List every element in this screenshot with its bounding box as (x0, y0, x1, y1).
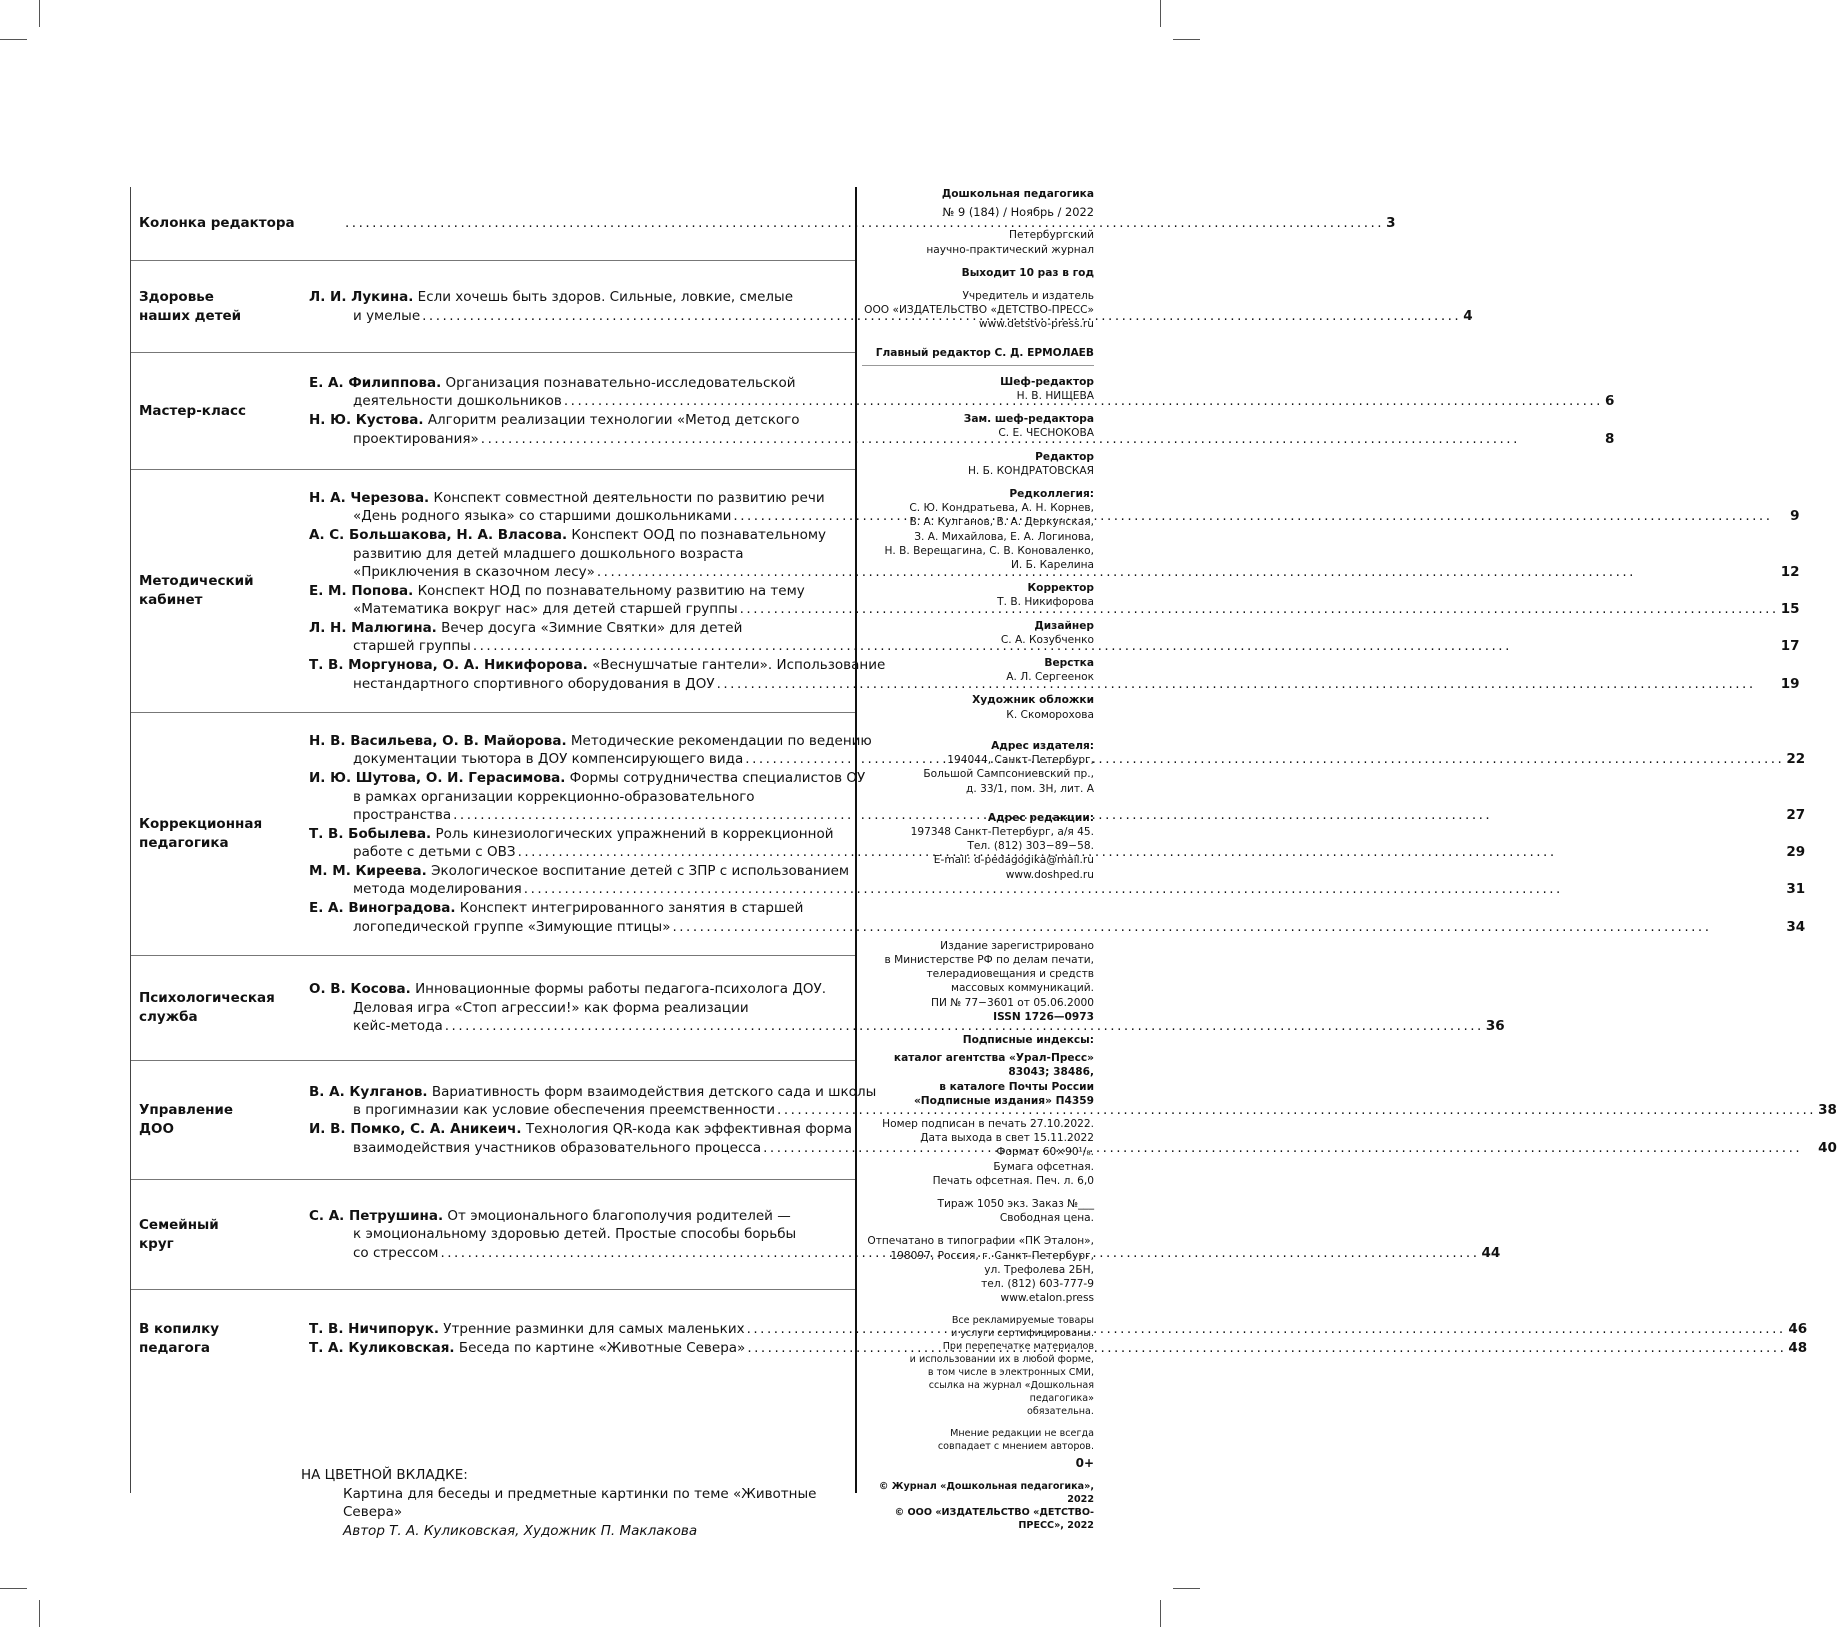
address-line: Большой Сампсониевский пр., (923, 768, 1094, 781)
staff-role: Дизайнер (1034, 619, 1094, 632)
staff-name: К. Скоморохова (1006, 708, 1094, 721)
dot-leader (524, 880, 1785, 899)
color-insert-credit: Автор Т. А. Куликовская, Художник П. Маклакова (343, 1522, 698, 1539)
founder-label: Учредитель и издатель (962, 290, 1094, 303)
article-title: Конспект НОД по познавательному развитию на тему (413, 582, 805, 599)
board-member-line: И. Б. Карелина (1011, 559, 1094, 572)
entry-middle-line: в рамках организации коррекционно-образовательного (353, 788, 755, 805)
article-title-cont: логопедической группе «Зимующие птицы» (353, 918, 671, 935)
staff-entry (862, 450, 1094, 478)
article-title: Инновационные формы работы педагога-психолога ДОУ. (410, 981, 827, 998)
staff-entry (862, 619, 1094, 647)
color-insert-line: Севера» (343, 1504, 403, 1521)
author-name: А. С. Большакова, Н. А. Власова. (309, 526, 568, 543)
toc-entry[interactable] (309, 214, 1395, 233)
dot-leader (597, 563, 1779, 582)
staff-entry (862, 375, 1094, 403)
copyright-line: © Журнал «Дошкольная педагогика», 2022 (878, 1480, 1094, 1505)
article-title-cont: старшей группы (353, 638, 471, 655)
section-title: Коррекционная педагогика (139, 816, 263, 851)
article-title: Вечер досуга «Зимние Святки» для детей (436, 619, 743, 636)
article-title: «Веснушчатые гантели». Использование (587, 657, 886, 674)
notice-line: Все рекламируемые товары (951, 1315, 1094, 1327)
author-name: М. М. Киреева. (309, 862, 427, 879)
printer-line: Отпечатано в типографии «ПК Эталон», (867, 1235, 1094, 1248)
crop-mark (1173, 39, 1200, 40)
copyright-line: © ООО «ИЗДАТЕЛЬСТВО «ДЕТСТВО-ПРЕСС», 2022 (894, 1506, 1094, 1531)
printer-line: тел. (812) 603-777-9 (981, 1277, 1094, 1290)
article-title: Методические рекомендации по ведению (566, 732, 872, 749)
section-title: Семейный круг (139, 1216, 219, 1252)
article-title-cont: взаимодействия участников образовательного процесса (353, 1139, 762, 1156)
page-number: 3 (1386, 215, 1396, 232)
address-line: Тел. (812) 303−89−58. (967, 840, 1094, 853)
dot-leader (518, 843, 1785, 862)
circulation (862, 1197, 1094, 1225)
article-title: Экологическое воспитание детей с ЗПР с использованием (426, 862, 850, 879)
printer-line: www.etalon.press (1000, 1292, 1094, 1305)
author-name: Е. А. Филиппова. (309, 374, 442, 391)
page-number: 4 (1463, 307, 1473, 324)
circulation-line: Свободная цена. (999, 1212, 1094, 1225)
staff-list (862, 375, 1094, 478)
author-name: Е. А. Виноградова. (309, 900, 456, 917)
article-title-cont: пространства (353, 807, 452, 824)
registration (862, 939, 1094, 1010)
article-title: Роль кинезиологических упражнений в коррекционной (431, 825, 834, 842)
article-title-cont: документации тьютора в ДОУ компенсирующего вида (353, 751, 744, 768)
board-member-line: Н. В. Верещагина, С. В. Коноваленко, (884, 544, 1094, 557)
publisher-address (862, 753, 1094, 796)
crop-mark (0, 1588, 27, 1589)
article-title-cont: кейс-метода (353, 1018, 443, 1035)
author-name: Т. В. Ничипорук. (309, 1321, 439, 1337)
crop-mark (1160, 1600, 1161, 1627)
author-name: О. В. Косова. (309, 981, 411, 998)
staff-role: Верстка (1044, 657, 1094, 670)
board-member-line: З. А. Михайлова, Е. А. Логинова, (914, 530, 1094, 543)
issue-number: № 9 (184) / Ноябрь / 2022 (942, 205, 1094, 220)
notice-line: и услуги сертифицированы. (950, 1328, 1094, 1340)
section-title: Мастер-класс (139, 402, 246, 419)
section-title: Психологическая служба (139, 990, 275, 1025)
subscription-line: каталог агентства «Урал-Пресс» (893, 1052, 1094, 1065)
editorial-address (862, 825, 1094, 882)
staff-entry (862, 581, 1094, 609)
author-name: С. А. Петрушина. (309, 1207, 444, 1224)
author-name: И. Ю. Шутова, О. И. Герасимова. (309, 769, 566, 786)
staff-role: Шеф-редактор (1000, 375, 1094, 388)
imprint-column (862, 187, 1094, 1532)
article-title-cont: нестандартного спортивного оборудования в ДОУ (353, 675, 715, 692)
registration-line: массовых коммуникаций. (950, 982, 1094, 995)
page-number: 36 (1485, 1018, 1505, 1035)
opinion-disclaimer (862, 1427, 1094, 1453)
page-number: 17 (1780, 638, 1800, 655)
notice-line: При перепечатке материалов (942, 1341, 1094, 1353)
printer-line: 198097, Россия, г. Санкт-Петербург, (890, 1249, 1094, 1262)
author-name: Т. В. Моргунова, О. А. Никифорова. (309, 657, 588, 674)
article-title-cont: в прогимназии как условие обеспечения преемственности (353, 1102, 776, 1119)
page-number: 9 (1790, 508, 1800, 525)
print-info-line: Печать офсетная. Печ. л. 6,0 (932, 1174, 1094, 1187)
article-title: Вариативность форм взаимодействия детского сада и школы (427, 1083, 877, 1100)
author-name: Т. А. Куликовская. (309, 1339, 455, 1356)
editorial-board (862, 501, 1094, 572)
staff-name: Н. Б. КОНДРАТОВСКАЯ (967, 464, 1094, 477)
address-line: 194044, Санкт-Петербург, (947, 754, 1094, 767)
editorial-address-label: Адрес редакции: (987, 811, 1094, 824)
article-title-cont: со стрессом (353, 1244, 439, 1261)
crop-mark (39, 1600, 40, 1627)
color-insert-heading: НА ЦВЕТНОЙ ВКЛАДКЕ: (301, 1467, 468, 1483)
section-title: В копилку педагога (139, 1321, 220, 1356)
author-name: В. А. Кулганов. (309, 1083, 428, 1100)
address-line: 197348 Санкт-Петербург, а/я 45. (910, 825, 1094, 838)
article-title: Если хочешь быть здоров. Сильные, ловкие, смелые (413, 288, 794, 305)
author-name: Н. Ю. Кустова. (309, 412, 424, 428)
staff-name: Н. В. НИЩЕВА (1016, 390, 1094, 403)
article-title: Утренние разминки для самых маленьких (439, 1321, 745, 1337)
subscription-line: в каталоге Почты России (939, 1080, 1094, 1093)
address-line: E-mail: d-pedagogika@mail.ru (933, 854, 1094, 867)
notice-line: обязательна. (1026, 1406, 1094, 1418)
staff-entry (862, 656, 1094, 684)
crop-mark (39, 0, 40, 27)
print-info-line: Дата выхода в свет 15.11.2022 (920, 1132, 1094, 1145)
section-title: Методический кабинет (139, 573, 254, 608)
page-number: 44 (1481, 1244, 1501, 1261)
article-title: Алгоритм реализации технологии «Метод детского (423, 412, 800, 428)
article-title: Беседа по картине «Животные Севера» (454, 1339, 746, 1356)
staff-entry (862, 412, 1094, 440)
entry-middle-line: к эмоциональному здоровью детей. Простые способы борьбы (353, 1226, 797, 1243)
subscription-indexes (862, 1051, 1094, 1108)
crop-mark (1160, 0, 1161, 27)
address-line: д. 33/1, пом. 3Н, лит. А (966, 782, 1094, 795)
section-entries (309, 214, 1405, 233)
page-number: 40 (1818, 1139, 1837, 1156)
issn: ISSN 1726—0973 (993, 1010, 1094, 1023)
journal-desc: научно-практический журнал (926, 243, 1094, 256)
author-name: Н. В. Васильева, О. В. Майорова. (309, 732, 567, 749)
dot-leader (453, 806, 1784, 825)
print-info (862, 1117, 1094, 1188)
staff-role: Редактор (1035, 450, 1094, 463)
opinion-line: совпадает с мнением авторов. (937, 1441, 1094, 1453)
section-title: Здоровье наших детей (139, 288, 242, 324)
author-name: Е. М. Попова. (309, 582, 414, 599)
staff-name: С. А. Козубченко (1000, 633, 1094, 646)
article-title-cont: работе с детьми с ОВЗ (353, 844, 516, 861)
page-number: 27 (1786, 807, 1806, 824)
page-number: 6 (1604, 393, 1615, 410)
article-title: Формы сотрудничества специалистов ОУ (565, 769, 866, 786)
printer-line: ул. Трефолева 2БН, (984, 1263, 1094, 1276)
age-rating: 0+ (1075, 1456, 1094, 1471)
board-label: Редколлегия: (1009, 488, 1094, 501)
staff-role: Зам. шеф-редактора (963, 413, 1094, 426)
staff-name: А. Л. Сергеенок (1006, 671, 1094, 684)
notice (862, 1314, 1094, 1418)
article-title: Организация познавательно-исследовательской (441, 374, 796, 391)
staff-list-2 (862, 581, 1094, 722)
registration-line: Издание зарегистрировано (940, 939, 1094, 952)
frequency: Выходит 10 раз в год (961, 266, 1094, 279)
article-title: Конспект совместной деятельности по развитию речи (429, 489, 825, 506)
page-number: 19 (1780, 675, 1800, 692)
staff-role: Художник обложки (972, 694, 1094, 707)
founder-site[interactable]: www.detstvo-press.ru (978, 318, 1094, 331)
print-info-line: Бумага офсетная. (993, 1160, 1094, 1173)
article-title: От эмоционального благополучия родителей — (443, 1207, 791, 1224)
entry-line (309, 214, 1395, 233)
page-number: 31 (1786, 881, 1806, 898)
article-title-cont: «День родного языка» со старшими дошкольниками (353, 508, 732, 525)
notice-line: и использовании их в любой форме, (909, 1354, 1094, 1366)
entry-middle-line: развитию для детей младшего дошкольного возраста (353, 545, 744, 562)
page-number: 22 (1786, 751, 1806, 768)
journal-name: Дошкольная педагогика (941, 188, 1094, 200)
page-number: 8 (1604, 430, 1615, 447)
author-name: Т. В. Бобылева. (309, 825, 432, 842)
staff-name: Т. В. Никифорова (997, 596, 1094, 609)
dot-leader (672, 918, 1784, 937)
article-title-cont: деятельности дошкольников (353, 393, 562, 410)
page-number: 46 (1788, 1321, 1808, 1337)
board-member-line: В. А. Кулганов, В. А. Деркунская, (909, 516, 1094, 529)
registration-line: ПИ № 77−3601 от 05.06.2000 (930, 996, 1094, 1009)
board-member-line: С. Ю. Кондратьева, А. Н. Корнев, (909, 502, 1094, 515)
opinion-line: Мнение редакции не всегда (950, 1428, 1094, 1440)
author-name: И. В. Помко, С. А. Аникеич. (309, 1121, 522, 1137)
registration-line: телерадиовещания и средств (926, 968, 1094, 981)
print-info-line: Номер подписан в печать 27.10.2022. (882, 1117, 1094, 1130)
notice-line: в том числе в электронных СМИ, (927, 1367, 1094, 1379)
article-title-cont: метода моделирования (353, 881, 522, 898)
publisher-address-label: Адрес издателя: (991, 739, 1094, 752)
section-title: Управление ДОО (139, 1102, 234, 1137)
author-name: Л. Н. Малюгина. (309, 619, 437, 636)
page-number: 48 (1788, 1339, 1808, 1356)
entry-text (309, 1320, 745, 1339)
staff-role: Корректор (1027, 582, 1094, 595)
subscription-line: 83043; 38486, (1008, 1066, 1094, 1079)
article-title: Конспект интегрированного занятия в старшей (455, 900, 804, 917)
notice-line: ссылка на журнал «Дошкольная педагогика» (928, 1380, 1094, 1405)
dot-leader (473, 637, 1779, 656)
address-line: www.doshped.ru (1005, 868, 1094, 881)
journal-desc: Петербургский (1009, 229, 1094, 242)
page-number: 12 (1780, 564, 1800, 581)
circulation-line: Тираж 1050 экз. Заказ №___ (937, 1197, 1094, 1210)
article-title-cont: проектирования» (353, 430, 479, 447)
subscription-label: Подписные индексы: (962, 1033, 1094, 1046)
article-title-cont: «Математика вокруг нас» для детей старшей группы (353, 601, 738, 618)
printer-info (862, 1234, 1094, 1305)
author-name: Л. И. Лукина. (309, 288, 414, 305)
article-title-cont: и умелые (353, 307, 421, 324)
color-insert-note (131, 1466, 855, 1540)
staff-name: С. Е. ЧЕСНОКОВА (998, 427, 1094, 440)
chief-editor: Главный редактор С. Д. ЕРМОЛАЕВ (862, 346, 1094, 366)
copyright (862, 1480, 1094, 1532)
article-title: Конспект ООД по познавательному (567, 526, 827, 543)
staff-entry (862, 693, 1094, 721)
article-title: Технология QR-кода как эффективная форма (521, 1121, 853, 1137)
color-insert-line: Картина для беседы и предметные картинки по теме «Животные (343, 1485, 817, 1502)
page-number: 29 (1786, 844, 1806, 861)
crop-mark (0, 39, 27, 40)
crop-mark (1173, 1588, 1200, 1589)
entry-middle-line: Деловая игра «Стоп агрессии!» как форма реализации (353, 999, 749, 1016)
section-title: Колонка редактора (139, 215, 295, 231)
page-number: 15 (1780, 601, 1800, 618)
subscription-line: «Подписные издания» П4359 (913, 1094, 1094, 1107)
article-title-cont: «Приключения в сказочном лесу» (353, 564, 595, 581)
registration-line: в Министерстве РФ по делам печати, (884, 953, 1094, 966)
author-name: Н. А. Черезова. (309, 489, 430, 506)
founder: ООО «ИЗДАТЕЛЬСТВО «ДЕТСТВО-ПРЕСС» (864, 304, 1094, 317)
page-number: 34 (1786, 918, 1806, 935)
page-number: 38 (1818, 1102, 1837, 1119)
print-info-line: Формат 60×90¹/₈. (996, 1146, 1094, 1159)
entry-text (309, 1339, 745, 1358)
